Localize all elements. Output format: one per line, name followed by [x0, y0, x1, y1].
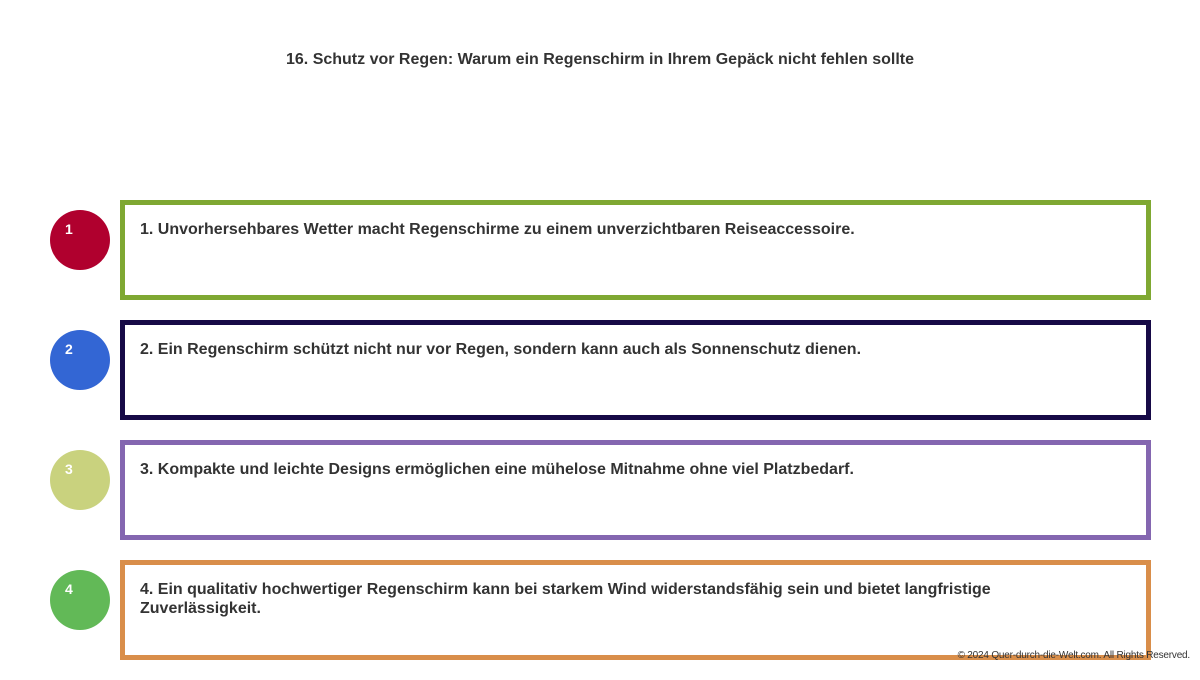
list-item — [0, 200, 1200, 300]
item-number: 1 — [65, 221, 73, 237]
item-number: 4 — [65, 581, 73, 597]
number-badge — [50, 210, 110, 270]
item-text: 3. Kompakte und leichte Designs ermöglichen eine mühelose Mitnahme ohne viel Platzbedarf. — [140, 461, 854, 478]
item-number: 3 — [65, 461, 73, 477]
item-number: 2 — [65, 341, 73, 357]
item-text: 1. Unvorhersehbares Wetter macht Regenschirme zu einem unverzichtbaren Reiseaccessoire. — [140, 221, 855, 238]
number-badge — [50, 570, 110, 630]
item-box — [120, 320, 1151, 420]
list-item — [0, 440, 1200, 540]
list-item — [0, 560, 1200, 660]
number-badge — [50, 450, 110, 510]
item-text: 4. Ein qualitativ hochwertiger Regenschirm kann bei starkem Wind widerstandsfähig sein und bietet langfristige Zuverlässigkeit. — [140, 581, 991, 617]
page-title: 16. Schutz vor Regen: Warum ein Regenschirm in Ihrem Gepäck nicht fehlen sollte — [286, 51, 914, 68]
footer-copyright: © 2024 Quer-durch-die-Welt.com. All Rights Reserved. — [957, 650, 1190, 661]
item-box — [120, 200, 1151, 300]
item-box — [120, 440, 1151, 540]
number-badge — [50, 330, 110, 390]
item-text: 2. Ein Regenschirm schützt nicht nur vor Regen, sondern kann auch als Sonnenschutz dienen. — [140, 341, 862, 358]
list-item — [0, 320, 1200, 420]
